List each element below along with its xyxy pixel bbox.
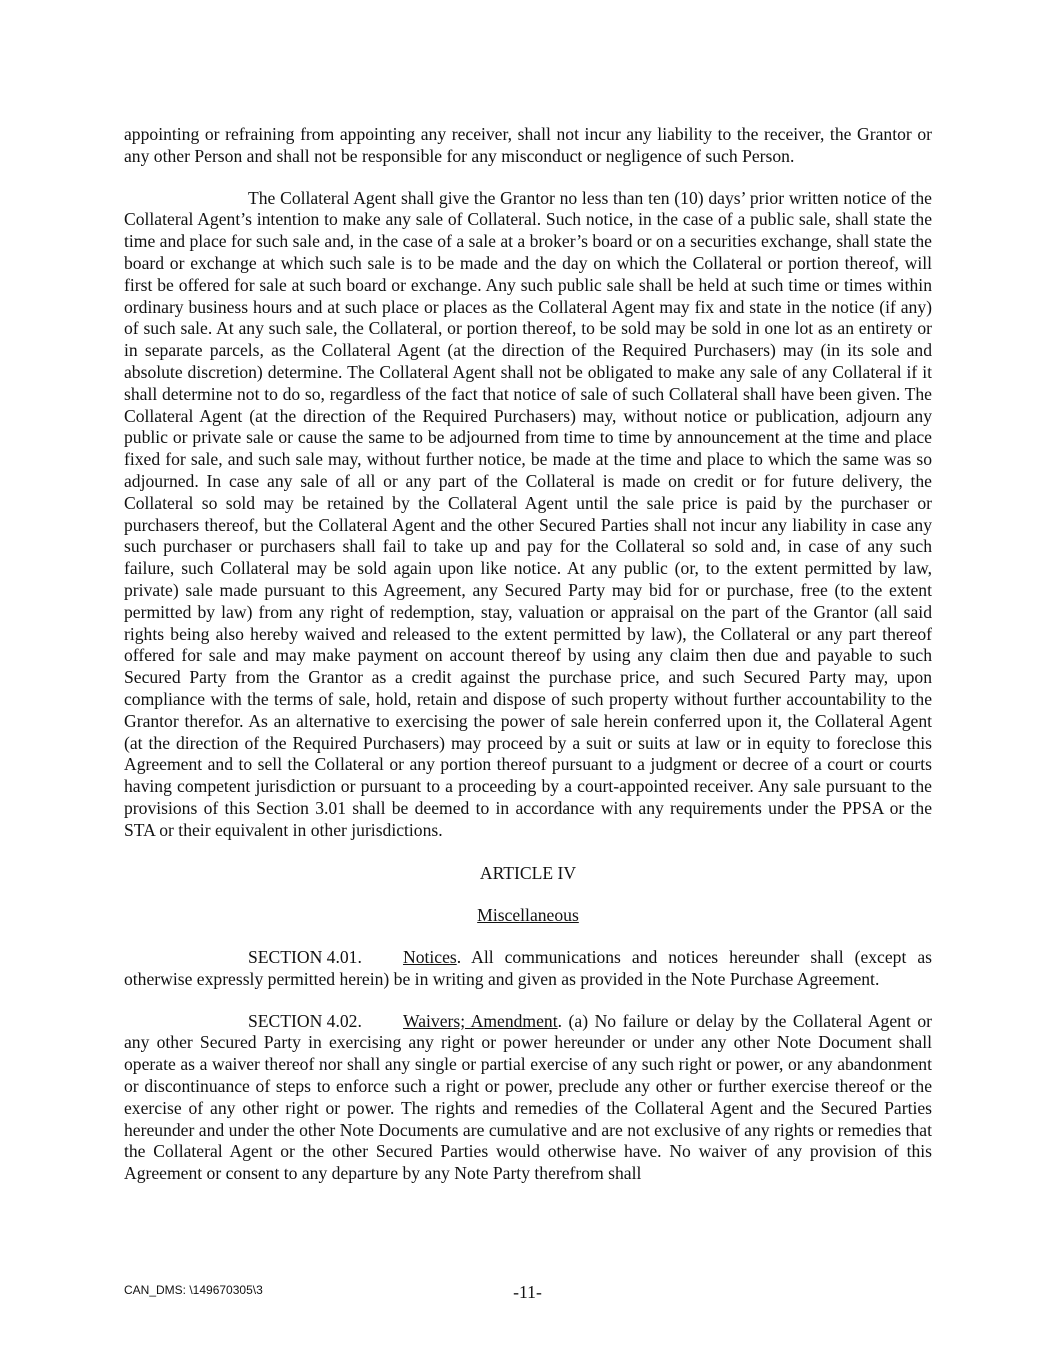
footer-document-id: CAN_DMS: \149670305\3 bbox=[124, 1283, 263, 1297]
paragraph-notice-of-sale: The Collateral Agent shall give the Grantor no less than ten (10) days’ prior written notice of the Collateral Agent’s intention to make any sale of Collateral. Such notice, in the case of a public sale, shall state the time and place for such sale and, in the case of a sale at a broker’s board or on a securities exchange, shall state the board or exchange at which such sale is to be made and the day on which the Collateral or portion thereof, will first be offered for sale at such board or exchange. Any such public sale shall be held at such time or times within ordinary business hours and at such place or places as the Collateral Agent may fix and state in the notice (if any) of such sale. At any such sale, the Collateral, or portion thereof, to be sold may be sold in one lot as an entirety or in separate parcels, as the Collateral Agent (at the direction of the Required Purchasers) may (in its sole and absolute discretion) determine. The Collateral Agent shall not be obligated to make any sale of any Collateral if it shall determine not to do so, regardless of the fact that notice of sale of such Collateral shall have been given. The Collateral Agent (at the direction of the Required Purchasers) may, without notice or publication, adjourn any public or private sale or cause the same to be adjourned from time to time by announcement at the time and place fixed for sale, and such sale may, without further notice, be made at the time and place to which the same was so adjourned. In case any sale of all or any part of the Collateral is made on credit or for future delivery, the Collateral so sold may be retained by the Collateral Agent until the sale price is paid by the purchaser or purchasers thereof, but the Collateral Agent and the other Secured Parties shall not incur any liability in case any such purchaser or purchasers shall fail to take up and pay for the Collateral so sold and, in case of any such failure, such Collateral may be sold again upon like notice. At any public (or, to the extent permitted by law, private) sale made pursuant to this Agreement, any Secured Party may bid for or purchase, free (to the extent permitted by law) from any right of redemption, stay, valuation or appraisal on the part of the Grantor (all said rights being also hereby waived and released to the extent permitted by law), the Collateral or any part thereof offered for sale and may make payment on account thereof by using any claim then due and payable to such Secured Party from the Grantor as a credit against the purchase price, and such Secured Party may, upon compliance with the terms of sale, hold, retain and dispose of such property without further accountability to the Grantor therefor. As an alternative to exercising the power of sale herein conferred upon it, the Collateral Agent (at the direction of the Required Purchasers) may proceed by a suit or suits at law or in equity to foreclose this Agreement and to sell the Collateral or any portion thereof pursuant to a judgment or decree of a court or courts having competent jurisdiction or pursuant to a proceeding by a court-appointed receiver. Any sale pursuant to the provisions of this Section 3.01 shall be deemed to in accordance with any requirements under the PPSA or the STA or their equivalent in other jurisdictions. bbox=[124, 187, 932, 840]
section-4-01 bbox=[124, 947, 932, 991]
article-heading: ARTICLE IV bbox=[479, 862, 577, 883]
article-subheading-text: Miscellaneous bbox=[477, 905, 579, 926]
footer-page-number: -11- bbox=[513, 1282, 542, 1302]
section-4-01-number: SECTION 4.01. bbox=[248, 947, 362, 968]
article-subheading bbox=[124, 905, 932, 927]
section-4-02-body: . (a) No failure or delay by the Collateral Agent or any other Secured Party in exercising any right or power hereunder or under any other Note Document shall operate as a waiver thereof nor shall any single or partial exercise of any such right or power, or any abandonment or discontinuance of steps to enforce such a right or power, preclude any other or further exercise thereof or the exercise of any other right or power. The rights and remedies of the Collateral Agent and the Secured Parties hereunder and under the other Note Documents are cumulative and are not exclusive of any rights or remedies that the Collateral Agent or the other Secured Parties would otherwise have. No waiver of any provision of this Agreement or consent to any departure by any Note Party therefrom shall bbox=[124, 1010, 932, 1184]
section-4-02 bbox=[124, 1011, 932, 1185]
section-4-01-body: . All communications and notices hereunder shall (except as otherwise expressly permitted herein) be in writing and given as provided in the Note Purchase Agreement. bbox=[124, 947, 932, 989]
paragraph-receiver-liability: appointing or refraining from appointing any receiver, shall not incur any liability to the receiver, the Grantor or any other Person and shall not be responsible for any misconduct or negligence of such Person. bbox=[124, 124, 932, 166]
section-4-01-title: Notices bbox=[403, 947, 457, 968]
section-4-02-title: Waivers; Amendment bbox=[403, 1010, 558, 1031]
section-4-02-number: SECTION 4.02. bbox=[248, 1010, 362, 1031]
document-page bbox=[124, 124, 932, 1185]
